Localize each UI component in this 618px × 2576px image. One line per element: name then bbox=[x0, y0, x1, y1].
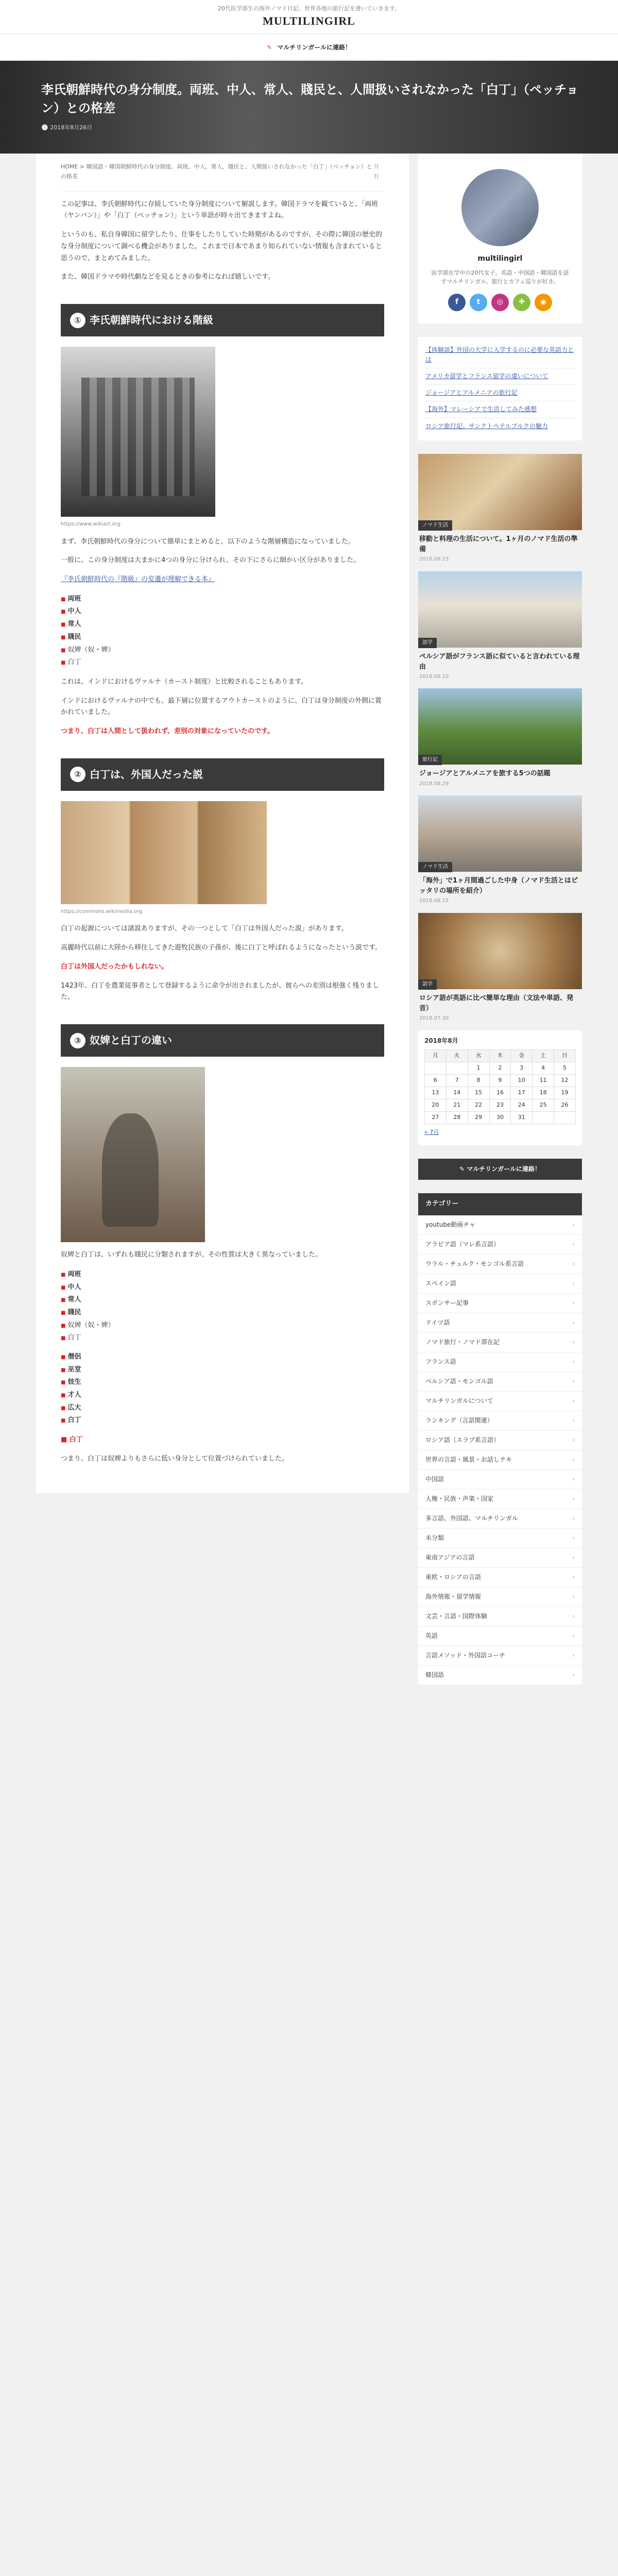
category-item[interactable] bbox=[418, 1470, 582, 1489]
post-date: 2018.08.15 bbox=[419, 898, 449, 904]
chevron-right-icon: › bbox=[572, 1632, 575, 1639]
sidebar-link[interactable]: 【海外】マレーシアで生活してみた感想 bbox=[425, 405, 537, 413]
calendar-day[interactable]: 6 bbox=[425, 1074, 447, 1087]
chevron-right-icon: › bbox=[572, 1240, 575, 1248]
category-title: カテゴリー bbox=[418, 1193, 582, 1215]
section-paragraph: 奴婢と白丁は、いずれも賤民に分類されますが、その性質は大きく異なっていました。 bbox=[61, 1251, 322, 1259]
profile-widget bbox=[418, 154, 582, 324]
list-item: ■ 白丁 bbox=[61, 1332, 384, 1345]
post-date: 2018.08.29 bbox=[419, 781, 449, 787]
chevron-right-icon: › bbox=[572, 1573, 575, 1581]
section-paragraph: 高麗時代以前に大陸から移住してきた遊牧民族の子孫が、後に白丁と呼ばれるようになったという説です。 bbox=[61, 944, 382, 952]
avatar bbox=[461, 169, 539, 246]
section-heading bbox=[61, 1024, 384, 1057]
sidebar-link[interactable]: アメリカ留学とフランス留学の違いについて bbox=[425, 372, 548, 380]
link-list bbox=[418, 337, 582, 440]
calendar-day[interactable]: 30 bbox=[489, 1111, 511, 1124]
post-title[interactable]: ジョージアとアルメニアを旅する5つの話題 bbox=[419, 770, 551, 778]
sidebar bbox=[418, 154, 582, 1699]
post-thumbnail[interactable] bbox=[418, 795, 582, 872]
section-paragraph: 一般に、この身分制度は大まかに4つの身分に分けられ、その下にさらに細かい区分がありました。 bbox=[61, 556, 360, 565]
list-item: ■ 奴婢（奴・婢） bbox=[61, 644, 384, 657]
category-item[interactable] bbox=[418, 1215, 582, 1235]
post-thumbnail[interactable] bbox=[418, 913, 582, 989]
list-item: ■ 白丁 bbox=[61, 656, 384, 669]
section-paragraph: 白丁の起源については諸説ありますが、その一つとして「白丁は外国人だった説」があります。 bbox=[61, 925, 348, 933]
sidebar-link[interactable]: ジョージアとアルメニアの旅行記 bbox=[425, 389, 518, 397]
section-paragraph: つまり、白丁は奴婢よりもさらに低い身分として位置づけられていました。 bbox=[61, 1454, 289, 1463]
calendar-day[interactable]: 14 bbox=[446, 1087, 468, 1099]
category-label: youtube動画チャ bbox=[425, 1221, 475, 1228]
category-item[interactable] bbox=[418, 1489, 582, 1509]
chevron-right-icon: › bbox=[572, 1260, 575, 1267]
category-item[interactable] bbox=[418, 1372, 582, 1392]
calendar-day[interactable]: 15 bbox=[468, 1087, 489, 1099]
list-item: ■ 常人 bbox=[61, 618, 384, 631]
category-widget bbox=[418, 1193, 582, 1685]
chevron-right-icon: › bbox=[572, 1553, 575, 1561]
section-title: 白丁は、外国人だった説 bbox=[90, 768, 203, 781]
list-item: ■ 巫堂 bbox=[61, 1364, 384, 1377]
twitter-icon[interactable]: t bbox=[470, 294, 487, 311]
calendar-weekday: 金 bbox=[511, 1049, 533, 1062]
calendar-day[interactable]: 10 bbox=[511, 1074, 533, 1087]
sidebar-link[interactable]: 【体験談】外国の大学に入学するのに必要な英語力とは bbox=[425, 346, 574, 363]
book-link[interactable]: 『李氏朝鮮時代の『階級』の変遷が理解できる本』 bbox=[61, 575, 215, 583]
calendar-day[interactable]: 31 bbox=[511, 1111, 533, 1124]
category-item[interactable] bbox=[418, 1450, 582, 1470]
list-item: ■ 賤民 bbox=[61, 631, 384, 644]
list-item: ■ 奴婢（奴・婢） bbox=[61, 1319, 384, 1332]
list-item: ■ 才人 bbox=[61, 1389, 384, 1402]
site-tagline: 20代医学部生の海外ノマド日記。世界各地の旅行記を書いていきます。 bbox=[217, 5, 401, 12]
notice-label: マルチリンガールに連絡！ bbox=[277, 44, 351, 51]
calendar-caption: 2018年8月 bbox=[424, 1037, 458, 1044]
list-item: ■ 白丁 bbox=[61, 1414, 384, 1427]
category-label: スペイン語 bbox=[425, 1279, 457, 1287]
chevron-right-icon: › bbox=[572, 1455, 575, 1463]
article-hero bbox=[0, 61, 618, 154]
list-item: ■ 両班 bbox=[61, 593, 384, 606]
chevron-right-icon: › bbox=[572, 1221, 575, 1228]
calendar-day[interactable]: 18 bbox=[533, 1087, 554, 1099]
list-item: ■ 妓生 bbox=[61, 1376, 384, 1389]
photo-caption[interactable]: https://www.wikiart.org bbox=[61, 521, 121, 527]
post-thumbnail[interactable] bbox=[418, 454, 582, 530]
category-item[interactable] bbox=[418, 1509, 582, 1529]
chevron-right-icon: › bbox=[572, 1534, 575, 1541]
profile-desc: 医学部在学中の20代女子。英語・中国語・韓国語を話すマルチリンガル。旅行とカフェ巡りが好き。 bbox=[431, 269, 569, 285]
calendar-prev-link[interactable]: « 7月 bbox=[424, 1128, 439, 1136]
clock-icon: 🕓 bbox=[41, 124, 50, 131]
list-item: ■ 僧侶 bbox=[61, 1351, 384, 1364]
category-label: 中国語 bbox=[425, 1475, 444, 1483]
calendar-day[interactable]: 9 bbox=[489, 1074, 511, 1087]
category-item[interactable] bbox=[418, 1666, 582, 1685]
post-thumbnail[interactable] bbox=[418, 571, 582, 648]
category-label: 世界の言語・風景・お話しテキ bbox=[425, 1455, 512, 1463]
section-photo bbox=[61, 1067, 205, 1242]
chevron-right-icon: › bbox=[572, 1436, 575, 1444]
calendar-day[interactable]: 3 bbox=[511, 1062, 533, 1074]
calendar-day[interactable]: 23 bbox=[489, 1099, 511, 1111]
category-label: ノマド旅行・ノマド滞在記 bbox=[425, 1338, 500, 1346]
category-label: 海外情報・留学情報 bbox=[425, 1592, 482, 1600]
post-card[interactable] bbox=[418, 571, 582, 682]
calendar-day[interactable]: 11 bbox=[533, 1074, 554, 1087]
profile-name: multilingirl bbox=[477, 255, 523, 263]
calendar-day[interactable]: 29 bbox=[468, 1111, 489, 1124]
category-item[interactable] bbox=[418, 1333, 582, 1352]
category-badge: ノマド生活 bbox=[418, 862, 452, 872]
notice-bar[interactable] bbox=[0, 34, 618, 61]
category-label: スポンサー記事 bbox=[425, 1299, 469, 1307]
photo-caption[interactable]: https://commons.wikimedia.org bbox=[61, 908, 143, 914]
chevron-right-icon: › bbox=[572, 1358, 575, 1365]
calendar-day[interactable]: 8 bbox=[468, 1074, 489, 1087]
calendar-day[interactable]: 26 bbox=[554, 1099, 576, 1111]
chevron-right-icon: › bbox=[572, 1338, 575, 1346]
chevron-right-icon: › bbox=[572, 1299, 575, 1307]
calendar-day[interactable]: 4 bbox=[533, 1062, 554, 1074]
calendar-day[interactable]: 24 bbox=[511, 1099, 533, 1111]
calendar-day[interactable]: 21 bbox=[446, 1099, 468, 1111]
category-item[interactable] bbox=[418, 1607, 582, 1626]
post-date: 2018.09.23 bbox=[419, 556, 449, 563]
main-column bbox=[36, 154, 409, 1493]
calendar-day[interactable]: 13 bbox=[425, 1087, 447, 1099]
article-date: 🕓 2018年8月26日 bbox=[41, 124, 93, 131]
section-heading bbox=[61, 758, 384, 791]
category-item[interactable] bbox=[418, 1646, 582, 1666]
category-label: 英語 bbox=[425, 1632, 438, 1639]
calendar-day[interactable]: 5 bbox=[554, 1062, 576, 1074]
chevron-right-icon: › bbox=[572, 1279, 575, 1287]
pencil-icon: ✎ bbox=[459, 1165, 467, 1173]
content-container bbox=[36, 154, 582, 1699]
chevron-right-icon: › bbox=[572, 1416, 575, 1424]
list-item: ■ 両班 bbox=[61, 1268, 384, 1281]
section-number: ③ bbox=[70, 1033, 85, 1048]
chevron-right-icon: › bbox=[572, 1318, 575, 1326]
post-card[interactable] bbox=[418, 688, 582, 788]
chevron-right-icon: › bbox=[572, 1475, 575, 1483]
post-title[interactable]: ペルシア語がフランス語に似ていると言われている理由 bbox=[419, 652, 580, 671]
category-label: 人権・民族・声楽・国家 bbox=[425, 1495, 494, 1502]
calendar-day[interactable]: 28 bbox=[446, 1111, 468, 1124]
sns-links bbox=[431, 294, 570, 311]
category-item[interactable] bbox=[418, 1294, 582, 1313]
facebook-icon[interactable]: f bbox=[448, 294, 466, 311]
category-list bbox=[418, 1215, 582, 1685]
post-date: 2018.09.10 bbox=[419, 673, 449, 680]
calendar-day[interactable]: 20 bbox=[425, 1099, 447, 1111]
calendar-day[interactable]: 12 bbox=[554, 1074, 576, 1087]
category-label: フランス語 bbox=[425, 1358, 456, 1365]
calendar-day[interactable]: 2 bbox=[489, 1062, 511, 1074]
category-badge: ノマド生活 bbox=[418, 520, 452, 531]
chevron-right-icon: › bbox=[572, 1377, 575, 1385]
section-heading bbox=[61, 304, 384, 336]
category-label: アラビア語（マレ系言語） bbox=[425, 1240, 500, 1248]
chevron-right-icon: › bbox=[572, 1651, 575, 1659]
intro-paragraph: というのも、私自身韓国に留学したり、仕事をしたりしていた時期があるのですが、その際に韓国の歴史的な身分制度について調べる機会がありました。これまで日本であまり知られていない情報も含まれていると思うので、まとめてみました。 bbox=[61, 231, 383, 262]
list-item: ■ 中人 bbox=[61, 605, 384, 618]
category-item[interactable] bbox=[418, 1431, 582, 1450]
category-label: 多言語、外国語、マルチリンガル bbox=[425, 1514, 519, 1522]
category-item[interactable] bbox=[418, 1313, 582, 1333]
category-item[interactable] bbox=[418, 1274, 582, 1294]
category-badge: 語学 bbox=[418, 979, 437, 990]
site-logo[interactable]: MULTILINGIRL bbox=[263, 14, 355, 27]
post-card[interactable] bbox=[418, 913, 582, 1023]
category-item[interactable] bbox=[418, 1529, 582, 1548]
calendar-weekday: 木 bbox=[489, 1049, 511, 1062]
intro-paragraph: この記事は、李氏朝鮮時代に存続していた身分制度について解説します。韓国ドラマを観ていると、「両班（ヤンバン）」や「白丁（ペッチョン）」という単語が時々出てきますよね。 bbox=[61, 200, 379, 220]
share-button[interactable]: 共有 bbox=[373, 163, 380, 180]
class-list bbox=[61, 1268, 384, 1345]
calendar-day bbox=[554, 1111, 576, 1124]
category-item[interactable] bbox=[418, 1255, 582, 1274]
instagram-icon[interactable]: ◎ bbox=[491, 294, 509, 311]
category-badge: 旅行記 bbox=[418, 755, 442, 765]
category-label: ロシア語（スラブ系言語） bbox=[425, 1436, 500, 1444]
pencil-icon: ✎ bbox=[266, 44, 272, 51]
category-label: ペルシア語・モンゴル語 bbox=[425, 1377, 493, 1385]
section-title: 李氏朝鮮時代における階級 bbox=[90, 314, 213, 326]
chevron-right-icon: › bbox=[572, 1671, 575, 1679]
calendar-day bbox=[533, 1111, 554, 1124]
category-item[interactable] bbox=[418, 1352, 582, 1372]
category-label: 言語メソッド・外国語コーチ bbox=[425, 1651, 506, 1659]
calendar-day bbox=[425, 1062, 447, 1074]
category-label: マルチリンガルについて bbox=[425, 1397, 493, 1404]
chevron-right-icon: › bbox=[572, 1612, 575, 1620]
category-label: 韓国語 bbox=[425, 1671, 444, 1679]
calendar-day[interactable]: 1 bbox=[468, 1062, 489, 1074]
chevron-right-icon: › bbox=[572, 1592, 575, 1600]
links-widget bbox=[418, 337, 582, 440]
calendar-weekday: 土 bbox=[533, 1049, 554, 1062]
section-number: ② bbox=[70, 767, 85, 782]
category-badge: 語学 bbox=[418, 638, 437, 648]
calendar-day[interactable]: 7 bbox=[446, 1074, 468, 1087]
category-item[interactable] bbox=[418, 1392, 582, 1411]
section-photo bbox=[61, 801, 267, 904]
section-paragraph: 1423年、白丁を農業従事者として登録するように命令が出されましたが、彼らへの差別は根強く残りました。 bbox=[61, 981, 380, 1002]
section-paragraph: これは、インドにおけるヴァルナ（カースト制度）と比較されることもあります。 bbox=[61, 677, 308, 686]
category-label: 東欧・ロシアの言語 bbox=[425, 1573, 482, 1581]
calendar-day[interactable]: 17 bbox=[511, 1087, 533, 1099]
category-label: 未分類 bbox=[425, 1534, 444, 1541]
list-item: ■ 中人 bbox=[61, 1281, 384, 1294]
calendar-weekday: 日 bbox=[554, 1049, 576, 1062]
post-title[interactable]: ロシア語が英語に比べ簡単な理由（文法や単語、発音） bbox=[419, 994, 574, 1012]
emphasis-text: ■ 白丁 bbox=[61, 1436, 83, 1444]
sidebar-link[interactable]: ロシア旅行記。サンクトペテルブルクの魅力 bbox=[425, 422, 548, 430]
calendar-weekday: 水 bbox=[468, 1049, 489, 1062]
category-label: 東南アジアの言語 bbox=[425, 1553, 475, 1561]
class-list bbox=[61, 593, 384, 669]
post-title[interactable]: 移動と料理の生活について。1ヶ月のノマド生活の準備 bbox=[419, 535, 578, 553]
calendar-weekday: 月 bbox=[425, 1049, 447, 1062]
post-title[interactable]: 「海外」で1ヶ月間過ごした中身（ノマド生活とはピッタリの場所を紹介） bbox=[419, 877, 578, 895]
calendar-widget bbox=[418, 1030, 582, 1145]
list-item: ■ 常人 bbox=[61, 1294, 384, 1307]
post-card[interactable] bbox=[418, 795, 582, 906]
category-label: ウラル・チュルク・モンゴル系言語 bbox=[425, 1260, 524, 1267]
contact-widget bbox=[418, 1159, 582, 1180]
calendar-day[interactable]: 16 bbox=[489, 1087, 511, 1099]
post-thumbnail[interactable] bbox=[418, 688, 582, 765]
category-item[interactable] bbox=[418, 1235, 582, 1255]
chevron-right-icon: › bbox=[572, 1514, 575, 1522]
category-label: 文芸・言語・国際体験 bbox=[425, 1612, 488, 1620]
category-item[interactable] bbox=[418, 1568, 582, 1587]
section-number: ① bbox=[70, 313, 85, 328]
calendar-day[interactable]: 25 bbox=[533, 1099, 554, 1111]
calendar-day bbox=[446, 1062, 468, 1074]
chevron-right-icon: › bbox=[572, 1397, 575, 1404]
category-item[interactable] bbox=[418, 1587, 582, 1607]
calendar-day[interactable]: 22 bbox=[468, 1099, 489, 1111]
intro-paragraph: また、韓国ドラマや時代劇などを見るときの参考になれば嬉しいです。 bbox=[61, 273, 274, 281]
category-item[interactable] bbox=[418, 1411, 582, 1431]
calendar-day[interactable]: 19 bbox=[554, 1087, 576, 1099]
category-item[interactable] bbox=[418, 1548, 582, 1568]
site-header bbox=[0, 0, 618, 34]
list-item: ■ 賤民 bbox=[61, 1307, 384, 1319]
calendar-nav bbox=[424, 1127, 576, 1137]
section-photo bbox=[61, 347, 215, 517]
breadcrumb-path[interactable]: HOME > 韓国語・韓国朝鮮時代の身分制度。両班、中人、常人、賤民と、人間扱いされなかった「白丁」（ペッチョン）との格差 bbox=[61, 163, 372, 180]
section-paragraph: インドにおけるヴァルナの中でも、最下層に位置するアウトカーストのように、白丁は身分制度の外側に置かれていました。 bbox=[61, 697, 382, 717]
contact-button[interactable]: ✎ マルチリンガールに連絡！ bbox=[418, 1159, 582, 1180]
rss-icon[interactable]: ◉ bbox=[535, 294, 552, 311]
breadcrumb bbox=[61, 154, 384, 192]
section-title: 奴婢と白丁の違い bbox=[90, 1034, 172, 1047]
lowborn-list bbox=[61, 1351, 384, 1427]
article-title: 李氏朝鮮時代の身分制度。両班、中人、常人、賤民と、人間扱いされなかった「白丁」（ペッチョン）との格差 bbox=[41, 82, 579, 115]
calendar-weekday: 火 bbox=[446, 1049, 468, 1062]
calendar-table bbox=[424, 1049, 576, 1124]
category-label: ドイツ語 bbox=[425, 1318, 450, 1326]
feedly-icon[interactable]: ✚ bbox=[513, 294, 530, 311]
calendar-day[interactable]: 27 bbox=[425, 1111, 447, 1124]
post-date: 2018.07.30 bbox=[419, 1015, 449, 1022]
category-item[interactable] bbox=[418, 1626, 582, 1646]
emphasis-text: つまり、白丁は人間として扱われず、差別の対象になっていたのです。 bbox=[61, 727, 274, 736]
list-item: ■ 広大 bbox=[61, 1402, 384, 1415]
post-card[interactable] bbox=[418, 454, 582, 564]
section-paragraph: まず、李氏朝鮮時代の身分について簡単にまとめると、以下のような階層構造になっていました。 bbox=[61, 537, 355, 546]
chevron-right-icon: › bbox=[572, 1495, 575, 1502]
category-label: ランキング（言語関連） bbox=[425, 1416, 493, 1424]
emphasis-text: 白丁は外国人だったかもしれない。 bbox=[61, 962, 168, 971]
